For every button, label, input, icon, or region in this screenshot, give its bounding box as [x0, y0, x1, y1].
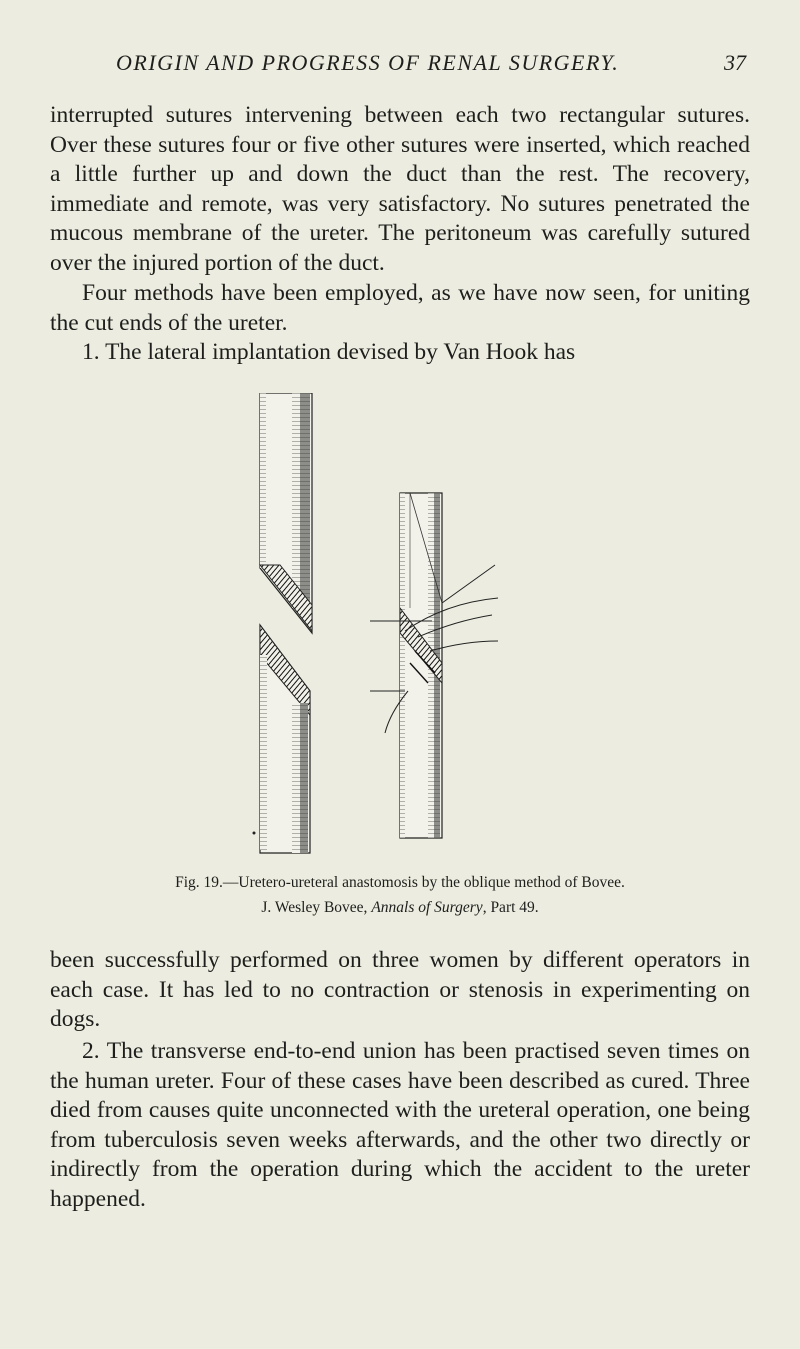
running-header	[116, 50, 746, 84]
left-ureter-upper	[260, 393, 312, 633]
running-title: ORIGIN AND PROGRESS OF RENAL SURGERY.	[116, 50, 620, 75]
credit-part: , Part 49.	[482, 899, 539, 916]
paragraph-four-methods: Four methods have been employed, as we have now seen, for uniting the cut ends of the ureter.	[50, 280, 750, 336]
figure-illustration	[240, 393, 560, 858]
paragraph-transverse-union: 2. The transverse end-to-end union has been practised seven times on the human ureter. Four of these cases have been described as cured. Three died from causes quite unconnected with the ureteral operation, one being from tuberculosis seven weeks afterwards, and the other two directly or indirectly from the operation during which the accident to the ureter happened.	[50, 1038, 750, 1212]
paragraph-lateral-implantation: 1. The lateral implantation devised by Van Hook has	[82, 339, 576, 365]
anastomosis-drawing	[240, 393, 560, 858]
figure-caption: Fig. 19.—Uretero-ureteral anastomosis by the oblique method of Bovee.	[175, 874, 625, 891]
credit-author: J. Wesley Bovee,	[261, 899, 372, 916]
figure-credit	[50, 899, 750, 917]
paragraph-successful-performance: been successfully performed on three women by different operators in each case. It has led to no contraction or stenosis in experimenting on dogs.	[50, 947, 750, 1033]
paragraph-sutures: interrupted sutures intervening between each two rectangular sutures. Over these sutures four or five other sutures were inserted, which reached a little further up and down the duct than the rest. The recovery, immediate and remote, was very satisfactory. No sutures penetrated the mucous membrane of the ureter. The peritoneum was carefully sutured over the injured portion of the duct.	[50, 102, 750, 276]
right-ureter-joined	[370, 493, 498, 838]
left-ureter-lower	[253, 625, 311, 853]
credit-journal: Annals of Surgery	[371, 899, 483, 916]
page-number: 37	[724, 50, 746, 75]
